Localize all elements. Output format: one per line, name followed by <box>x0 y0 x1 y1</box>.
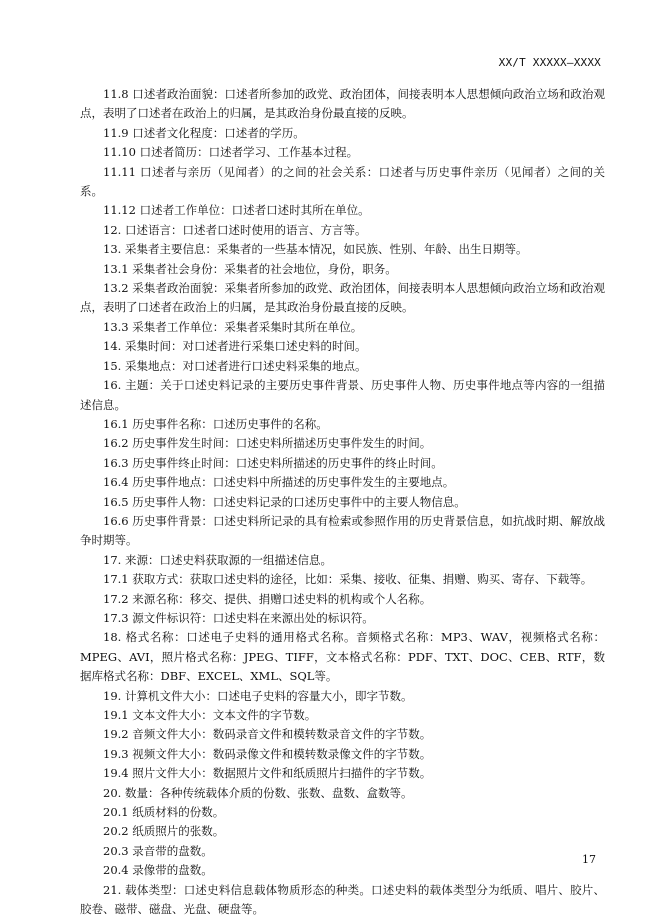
clause-paragraph: 13. 采集者主要信息：采集者的一些基本情况，如民族、性别、年龄、出生日期等。 <box>103 242 528 257</box>
clause-paragraph: 18. 格式名称：口述电子史料的通用格式名称。音频格式名称：MP3、WAV，视频格式名称：MPEG、AVI，照片格式名称：JPEG、TIFF，文本格式名称：PDF、TXT、DOC、CEB、RTF，数据库格式名称：DBF、EXCEL、XML、SQL等。 <box>80 630 605 684</box>
clause-paragraph: 17. 来源：口述史料获取源的一组描述信息。 <box>103 552 332 567</box>
clause-paragraph: 13.3 采集者工作单位：采集者采集时其所在单位。 <box>103 319 363 334</box>
clause-paragraph: 13.1 采集者社会身份：采集者的社会地位，身份，职务。 <box>103 261 397 276</box>
clause-paragraph: 14. 采集时间：对口述者进行采集口述史料的时间。 <box>103 339 367 354</box>
clause-paragraph: 13.2 采集者政治面貌：采集者所参加的政党、政治团体，间接表明本人思想倾向政治立场和政治观点，表明了口述者在政治上的归属，是其政治身份最直接的反映。 <box>80 281 605 315</box>
clause-paragraph: 16.3 历史事件终止时间：口述史料所描述的历史事件的终止时间。 <box>103 455 443 470</box>
clause-paragraph: 16.2 历史事件发生时间：口述史料所描述历史事件发生的时间。 <box>103 436 432 451</box>
clause-paragraph: 16.4 历史事件地点：口述史料中所描述的历史事件发生的主要地点。 <box>103 475 455 490</box>
clause-paragraph: 20.1 纸质材料的份数。 <box>103 805 225 820</box>
clause-paragraph: 11.11 口述者与亲历（见闻者）的之间的社会关系：口述者与历史事件亲历（见闻者）之间的关系。 <box>80 164 605 199</box>
document-body <box>80 85 605 919</box>
clause-paragraph: 20.2 纸质照片的张数。 <box>103 824 225 839</box>
clause-paragraph: 17.2 来源名称：移交、提供、捐赠口述史料的机构或个人名称。 <box>103 591 432 606</box>
clause-paragraph: 16.6 历史事件背景：口述史料所记录的具有检索或参照作用的历史背景信息，如抗战时期、解放战争时期等。 <box>80 513 605 548</box>
clause-paragraph: 11.10 口述者简历：口述者学习、工作基本过程。 <box>103 145 359 160</box>
clause-paragraph: 16.5 历史事件人物：口述史料记录的口述历史事件中的主要人物信息。 <box>103 494 466 509</box>
clause-paragraph: 19.2 音频文件大小：数码录音文件和模转数录音文件的字节数。 <box>103 727 432 742</box>
standard-number-header: XX/T XXXXX—XXXX <box>498 56 601 69</box>
clause-paragraph: 20.4 录像带的盘数。 <box>103 863 213 878</box>
clause-paragraph: 20.3 录音带的盘数。 <box>103 843 213 858</box>
page-number: 17 <box>582 853 596 866</box>
clause-paragraph: 19.3 视频文件大小：数码录像文件和模转数录像文件的字节数。 <box>103 746 432 761</box>
clause-paragraph: 16.1 历史事件名称：口述历史事件的名称。 <box>103 416 328 431</box>
clause-paragraph: 17.1 获取方式：获取口述史料的途径，比如：采集、接收、征集、捐赠、购买、寄存、下载等。 <box>103 572 593 587</box>
clause-paragraph: 19. 计算机文件大小：口述电子史料的容量大小，即字节数。 <box>103 688 413 703</box>
clause-paragraph: 16. 主题：关于口述史料记录的主要历史事件背景、历史事件人物、历史事件地点等内容的一组描述信息。 <box>80 378 605 412</box>
clause-paragraph: 11.8 口述者政治面貌：口述者所参加的政党、政治团体，间接表明本人思想倾向政治立场和政治观点，表明了口述者在政治上的归属，是其政治身份最直接的反映。 <box>80 87 605 121</box>
clause-paragraph: 19.4 照片文件大小：数据照片文件和纸质照片扫描件的字节数。 <box>103 766 432 781</box>
clause-paragraph: 11.9 口述者文化程度：口述者的学历。 <box>103 125 305 140</box>
clause-paragraph: 15. 采集地点：对口述者进行口述史料采集的地点。 <box>103 358 367 373</box>
clause-paragraph: 19.1 文本文件大小：文本文件的字节数。 <box>103 708 317 722</box>
clause-paragraph: 11.12 口述者工作单位：口述者口述时其所在单位。 <box>103 203 370 218</box>
clause-paragraph: 17.3 源文件标识符：口述史料在来源出处的标识符。 <box>103 610 374 625</box>
clause-paragraph: 12. 口述语言：口述者口述时使用的语言、方言等。 <box>103 222 367 237</box>
clause-paragraph: 20. 数量：各种传统载体介质的份数、张数、盘数、盒数等。 <box>103 785 413 800</box>
clause-paragraph: 21. 载体类型：口述史料信息载体物质形态的种类。口述史料的载体类型分为纸质、唱片、胶片、胶卷、磁带、磁盘、光盘、硬盘等。 <box>80 882 605 917</box>
